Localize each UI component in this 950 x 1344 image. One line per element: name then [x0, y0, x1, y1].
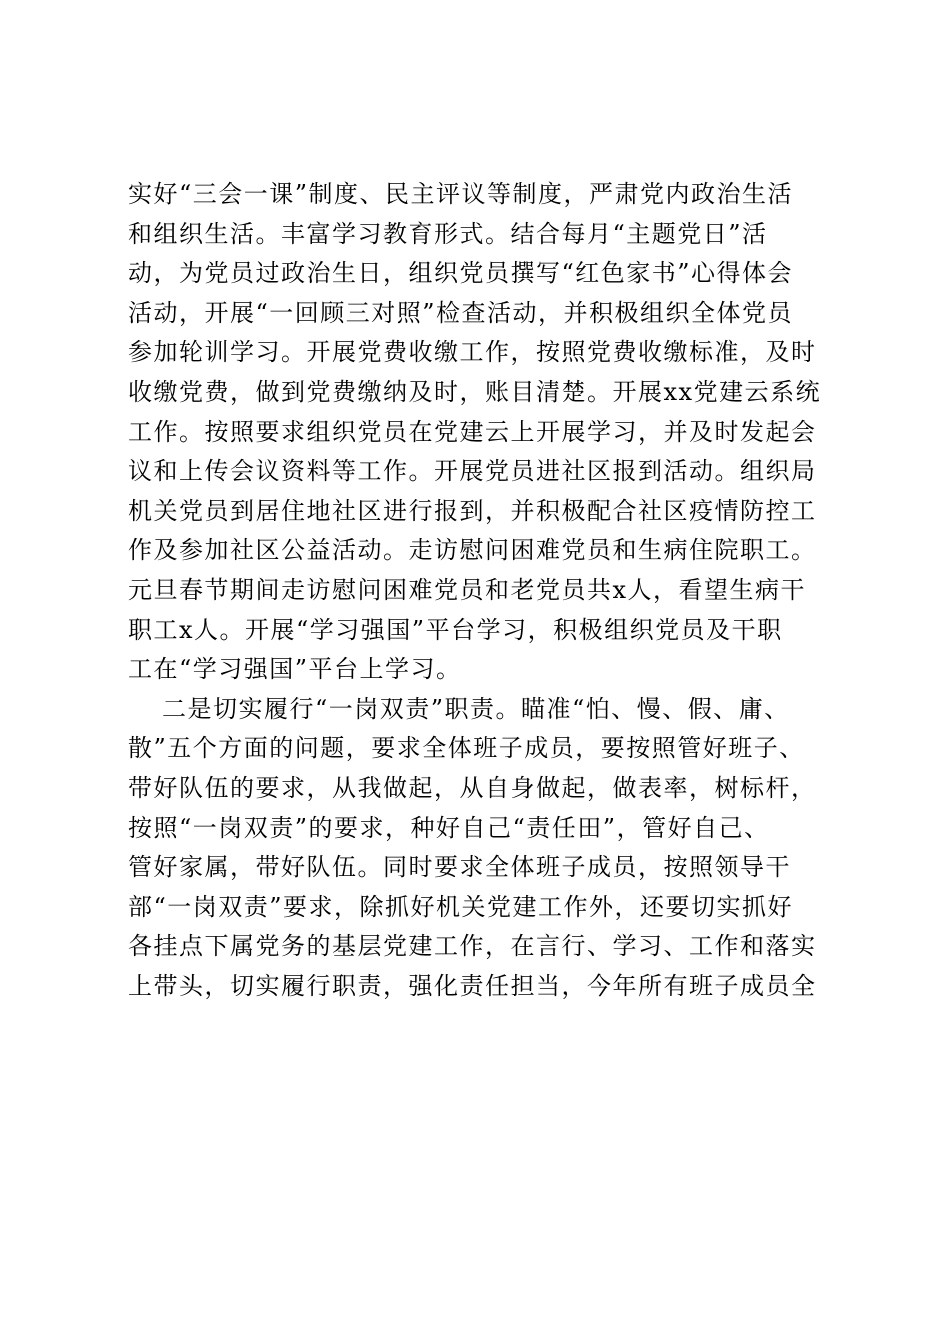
text-line: 活动，开展“一回顾三对照”检查活动，并积极组织全体党员: [128, 298, 794, 327]
text-line: 和组织生活。丰富学习教育形式。结合每月“主题党日”活: [128, 219, 768, 248]
text-line: 按照“一岗双责”的要求，种好自己“责任田”，管好自己、: [128, 813, 770, 842]
text-line: 参加轮训学习。开展党费收缴工作，按照党费收缴标准，及时: [128, 338, 817, 367]
paragraph-start-line: 二是切实履行“一岗双责”职责。瞄准“怕、慢、假、庸、: [162, 694, 790, 723]
text-line: 机关党员到居住地社区进行报到，并积极配合社区疫情防控工: [128, 496, 817, 525]
text-line: 议和上传会议资料等工作。开展党员进社区报到活动。组织局: [128, 457, 817, 486]
text-line: 作及参加社区公益活动。走访慰问困难党员和生病住院职工。: [128, 536, 817, 565]
text-line: 带好队伍的要求，从我做起，从自身做起，做表率，树标杆，: [128, 773, 817, 802]
text-line: 元旦春节期间走访慰问困难党员和老党员共x人，看望生病干: [128, 575, 807, 604]
text-line: 部“一岗双责”要求，除抓好机关党建工作外，还要切实抓好: [128, 892, 794, 921]
text-line: 工作。按照要求组织党员在党建云上开展学习，并及时发起会: [128, 417, 817, 446]
text-line: 上带头，切实履行职责，强化责任担当，今年所有班子成员全: [128, 971, 817, 1000]
text-line: 散”五个方面的问题，要求全体班子成员，要按照管好班子、: [128, 734, 805, 763]
text-line: 各挂点下属党务的基层党建工作，在言行、学习、工作和落实: [128, 932, 817, 961]
text-line: 职工x人。开展“学习强国”平台学习，积极组织党员及干职: [128, 615, 783, 644]
text-line: 实好“三会一课”制度、民主评议等制度，严肃党内政治生活: [128, 180, 794, 208]
text-line: 收缴党费，做到党费缴纳及时，账目清楚。开展xx党建云系统: [128, 377, 822, 406]
text-line: 工在“学习强国”平台上学习。: [128, 655, 462, 684]
text-line: 动，为党员过政治生日，组织党员撰写“红色家书”心得体会: [128, 259, 794, 288]
text-line: 管好家属，带好队伍。同时要求全体班子成员，按照领导干: [128, 853, 791, 882]
body-text: [128, 175, 838, 1006]
